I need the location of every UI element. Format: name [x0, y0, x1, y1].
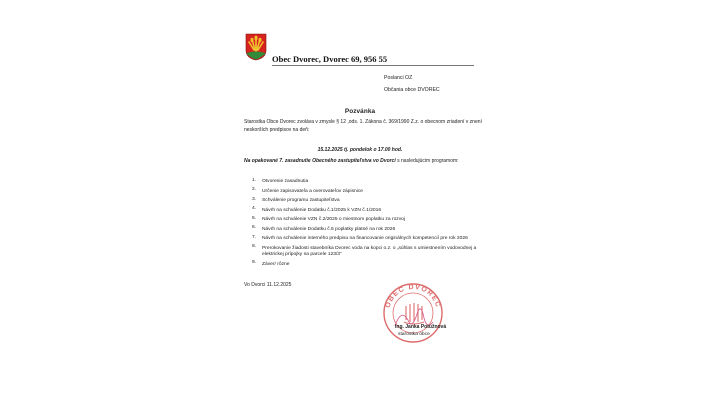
agenda-item: [252, 244, 492, 260]
organization-header: Obec Dvorec, Dvorec 69, 956 55: [272, 54, 388, 64]
signer-role: starostka obce: [398, 332, 430, 337]
agenda-number: 7.: [252, 234, 257, 240]
recipients-block: [384, 73, 440, 96]
place-and-date: Vo Dvorci 11.12.2025: [244, 282, 292, 288]
recipient-line: Občania obce DVOREC: [384, 86, 440, 93]
agenda-item: [252, 206, 492, 215]
agenda-number: 1.: [252, 178, 257, 183]
agenda-text: Prerokovanie žiadosti stavebníka Dvorec voda na kopci o.z. o „súhlas s umiestnením vodovodnej a elektrickej prípojky na parcele 123/3“: [262, 245, 477, 258]
stamp-text: OBEC DVOREC: [384, 283, 442, 309]
agenda-number: 8.: [252, 244, 257, 250]
agenda-text: Návrh na schválenie Dodatku č.5 poplatky platné na rok 2026: [262, 226, 396, 232]
agenda-text: Záver/ rôzne: [262, 261, 290, 267]
intro-paragraph: Starostka Obce Dvorec zvoláva v zmysle § 12 ,ods. 1. Zákona č. 369/1990 Z.z. o obecnom zriadení v znení neskorších predpisov na deň:: [244, 119, 482, 133]
document-title: Pozvánka: [344, 108, 376, 115]
session-description: [244, 158, 482, 166]
agenda-number: 6.: [252, 225, 257, 231]
agenda-number: 3.: [252, 196, 257, 202]
agenda-text: Návrh na schválenie Dodatku č.1/2025 k VZN č.1/2016: [262, 207, 382, 213]
agenda-list: [252, 178, 492, 270]
header-divider: [272, 65, 474, 66]
agenda-item: [252, 178, 492, 187]
agenda-text: Určenie zapisovateľa a overovateľov zápisnice: [262, 188, 363, 194]
coat-of-arms-icon: [245, 33, 267, 61]
recipient-line: Poslanci OZ: [384, 75, 413, 81]
agenda-item: [252, 187, 492, 196]
agenda-item: [252, 260, 492, 269]
agenda-item: [252, 225, 492, 234]
agenda-text: Otvorenie zasadnutia: [262, 179, 309, 185]
agenda-number: 2.: [252, 187, 257, 193]
agenda-item: [252, 216, 492, 225]
agenda-number: 4.: [252, 206, 257, 212]
agenda-number: 9.: [252, 260, 257, 266]
session-title: Na opakované 7. zasadnutie Obecného zastupiteľstva vo Dvorci: [244, 158, 396, 164]
signer-name: Ing. Janka Potužnová: [395, 324, 447, 330]
agenda-number: 5.: [252, 215, 257, 221]
meeting-date: 15.12.2025 tj. pondelok o 17.00 hod.: [317, 147, 403, 153]
agenda-text: Schválenie programu zastupiteľstva: [262, 198, 340, 204]
agenda-text: Návrh na schválenie interného predpisu na financovanie originálnych kompetencií pre rok 2026: [262, 236, 468, 242]
agenda-item: [252, 197, 492, 206]
session-rest: s nasledujúcim programom:: [395, 158, 459, 164]
agenda-text: Návrh na schválenie VZN č.2/2025 o miestnom poplatku za rozvoj: [262, 217, 405, 223]
agenda-item: [252, 235, 492, 244]
